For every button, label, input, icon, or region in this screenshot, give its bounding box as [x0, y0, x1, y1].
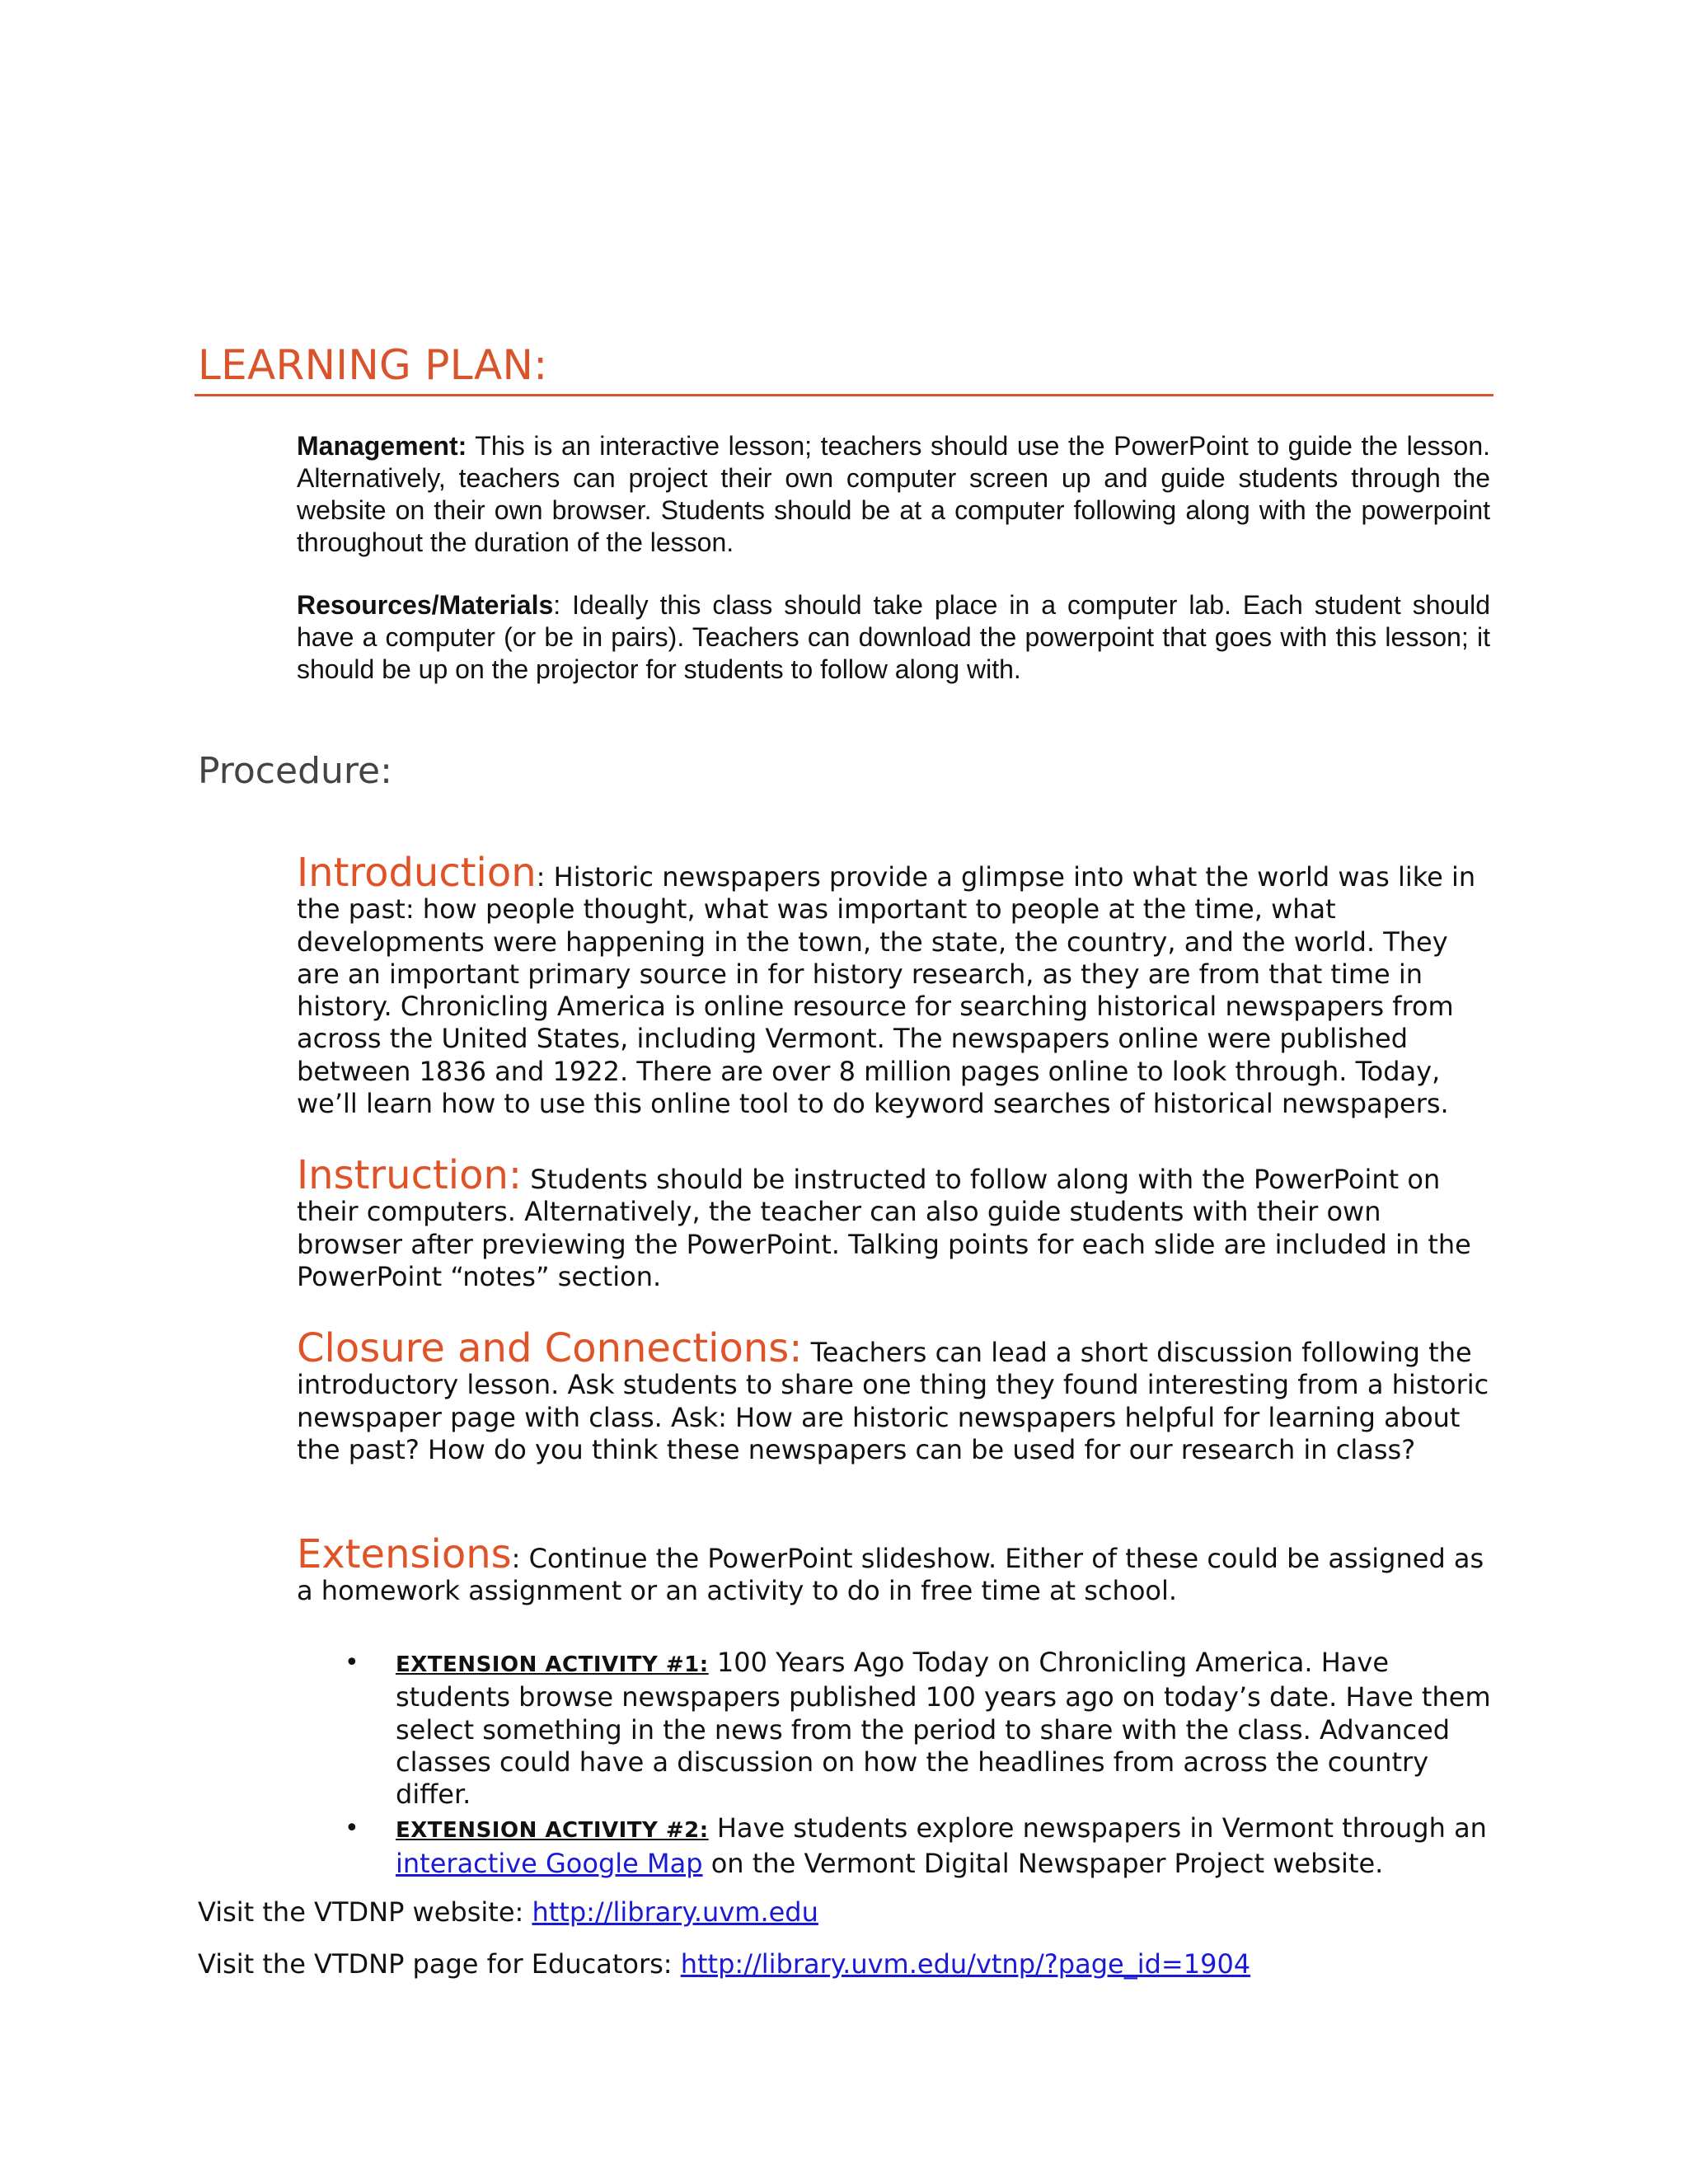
- extensions-lead: Extensions: [297, 1531, 512, 1577]
- bullet-icon: •: [345, 1814, 359, 1844]
- heading-divider: [195, 394, 1493, 396]
- resources-label: Resources/Materials: [297, 590, 554, 620]
- management-label: Management:: [297, 431, 467, 461]
- closure-text: Teachers can lead a short discussion following the introductory lesson. Ask students to share one thing they found interesting from a historic newspaper page with class. Ask: How are historic newspapers helpful for learning about the past? How do you think these newspapers can be used for our research in class?: [297, 1337, 1489, 1465]
- management-paragraph: [297, 430, 1490, 559]
- extension-activity-2-text-before: Have students explore newspapers in Vermont through an: [708, 1812, 1487, 1844]
- extension-activity-1-text: 100 Years Ago Today on Chronicling America. Have students browse newspapers published 100 years ago on today’s date. Have them select something in the news from the period to share with the class. Advanced classes could have a discussion on how the headlines from across the country differ.: [396, 1647, 1491, 1811]
- list-item: [297, 1812, 1492, 1880]
- google-map-link[interactable]: interactive Google Map: [396, 1847, 703, 1879]
- extension-activity-1-label: EXTENSION ACTIVITY #1:: [396, 1652, 709, 1677]
- vtdnp-educators-link[interactable]: http://library.uvm.edu/vtnp/?page_id=1904: [680, 1948, 1251, 1980]
- introduction-lead: Introduction: [297, 850, 537, 896]
- introduction-text: : Historic newspapers provide a glimpse into what the world was like in the past: how people thought, what was important to people at the time, what developments were happening in the town, the state, the country, and the world. They are an important primary source in for history research, as they are from that time in history. Chronicling America is online resource for searching historical newspapers from across the United States, including Vermont. The newspapers online were published between 1836 and 1922. There are over 8 million pages online to look through. Today, we’ll learn how to use this online tool to do keyword searches of historical newspapers.: [297, 861, 1476, 1120]
- vtdnp-website-link[interactable]: http://library.uvm.edu: [532, 1896, 818, 1928]
- extensions-list: [297, 1647, 1492, 1880]
- extension-activity-2-label: EXTENSION ACTIVITY #2:: [396, 1818, 709, 1844]
- list-item: [297, 1647, 1492, 1811]
- instruction-lead: Instruction:: [297, 1152, 523, 1198]
- learning-plan-heading: LEARNING PLAN:: [198, 341, 548, 389]
- closure-lead: Closure and Connections:: [297, 1325, 803, 1371]
- footer-educators-prefix: Visit the VTDNP page for Educators:: [198, 1948, 681, 1980]
- management-text: This is an interactive lesson; teachers should use the PowerPoint to guide the lesson. Alternatively, teachers can project their own computer screen up and guide students through the website on their own browser. Students should be at a computer following along with the powerpoint throughout the duration of the lesson.: [297, 431, 1490, 557]
- resources-text: : Ideally this class should take place in a computer lab. Each student should have a computer (or be in pairs). Teachers can download the powerpoint that goes with this lesson; it should be up on the projector for students to follow along with.: [297, 590, 1490, 684]
- footer-website-prefix: Visit the VTDNP website:: [198, 1896, 532, 1928]
- extension-activity-2-text-after: on the Vermont Digital Newspaper Project website.: [702, 1847, 1384, 1879]
- extensions-paragraph: [297, 1531, 1493, 1608]
- extensions-text: : Continue the PowerPoint slideshow. Either of these could be assigned as a homework assignment or an activity to do in free time at school.: [297, 1543, 1484, 1607]
- introduction-paragraph: [297, 850, 1493, 1120]
- bullet-icon: •: [345, 1648, 359, 1677]
- footer-educators-line: [198, 1947, 1250, 1980]
- instruction-text: Students should be instructed to follow along with the PowerPoint on their computers. Alternatively, the teacher can also guide students with their own browser after previewing the PowerPoint. Talking points for each slide are included in the PowerPoint “notes” section.: [297, 1164, 1471, 1292]
- closure-paragraph: [297, 1325, 1493, 1466]
- resources-paragraph: [297, 589, 1490, 686]
- footer-website-line: [198, 1896, 818, 1929]
- instruction-paragraph: [297, 1152, 1493, 1293]
- procedure-heading: Procedure:: [198, 750, 392, 792]
